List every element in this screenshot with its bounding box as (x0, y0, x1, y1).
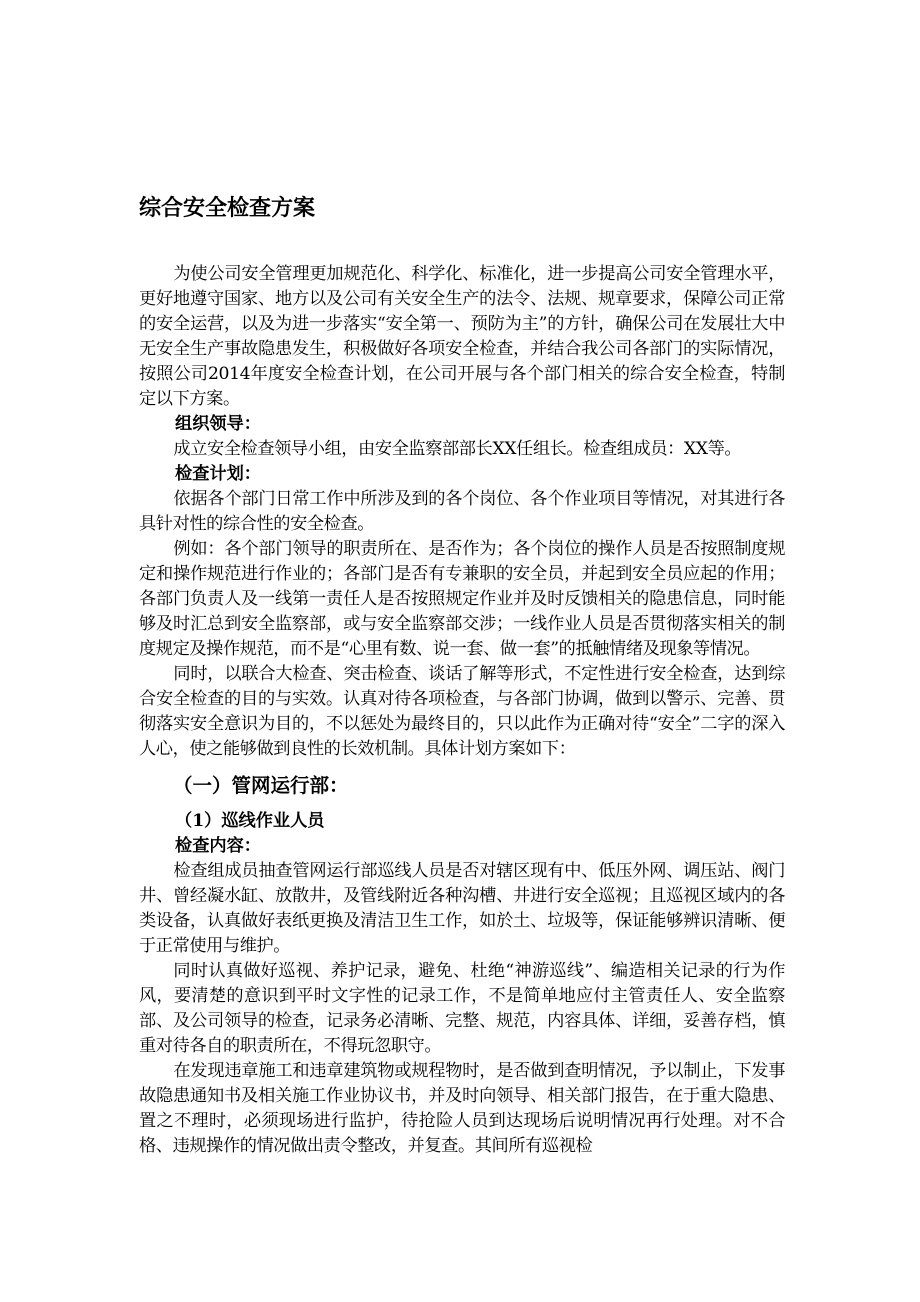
plan-paragraph-2: 例如：各个部门领导的职责所在、是否作为；各个岗位的操作人员是否按照制度规定和操作规范进行作业的；各部门是否有专兼职的安全员，并起到安全员应起的作用；各部门负责人及一线第一责任人是否按照规定作业并及时反馈相关的隐患信息，同时能够及时汇总到安全监察部，或与安全监察部交涉；一线作业人员是否贯彻落实相关的制度规定及操作规范，而不是“心里有数、说一套、做一套”的抵触情绪及现象等情况。 (139, 539, 785, 659)
org-heading: 组织领导： (175, 414, 261, 434)
content-paragraph-3: 在发现违章施工和违章建筑物或规程物时，是否做到查明情况，予以制止，下发事故隐患通知书及相关施工作业协议书，并及时向领导、相关部门报告，在于重大隐患、置之不理时，必须现场进行监护，待抢险人员到达现场后说明情况再行处理。对不合格、违规操作的情况做出责令整改，并复查。其间所有巡视检 (139, 1061, 785, 1156)
org-paragraph: 成立安全检查领导小组，由安全监察部部长XX任组长。检查组成员：XX等。 (173, 439, 742, 459)
plan-heading: 检查计划： (175, 464, 261, 484)
document-body (139, 192, 785, 1159)
section-heading-pipeline: （一）管网运行部： (173, 774, 349, 797)
subsection-heading-patrol: （1）巡线作业人员 (175, 811, 325, 831)
content-heading: 检查内容： (175, 836, 261, 856)
content-paragraph-1: 检查组成员抽查管网运行部巡线人员是否对辖区现有中、低压外网、调压站、阀门井、曾经凝水缸、放散井，及管线附近各种沟槽、井进行安全巡视；且巡视区域内的各类设备，认真做好表纸更换及清洁卫生工作，如於土、垃圾等，保证能够辨识清晰、便于正常使用与维护。 (139, 861, 785, 956)
plan-paragraph-3: 同时，以联合大检查、突击检查、谈话了解等形式，不定性进行安全检查，达到综合安全检查的目的与实效。认真对待各项检查，与各部门协调，做到以警示、完善、贯彻落实安全意识为目的，不以惩处为最终目的，只以此作为正确对待“安全”二字的深入人心，使之能够做到良性的长效机制。具体计划方案如下： (139, 664, 785, 759)
document-title: 综合安全检查方案 (139, 196, 316, 221)
content-paragraph-2: 同时认真做好巡视、养护记录，避免、杜绝“神游巡线”、编造相关记录的行为作风，要清楚的意识到平时文字性的记录工作，不是简单地应付主管责任人、安全监察部、及公司领导的检查，记录务必清晰、完整、规范，内容具体、详细，妥善存档，慎重对待各自的职责所在，不得玩忽职守。 (139, 961, 785, 1056)
plan-paragraph-1: 依据各个部门日常工作中所涉及到的各个岗位、各个作业项目等情况，对其进行各具针对性的综合性的安全检查。 (139, 489, 785, 534)
intro-paragraph: 为使公司安全管理更加规范化、科学化、标准化，进一步提高公司安全管理水平，更好地遵守国家、地方以及公司有关安全生产的法令、法规、规章要求，保障公司正常的安全运营，以及为进一步落实“安全第一、预防为主”的方针，确保公司在发展壮大中无安全生产事故隐患发生，积极做好各项安全检查，并结合我公司各部门的实际情况，按照公司2014年度安全检查计划，在公司开展与各个部门相关的综合安全检查，特制定以下方案。 (139, 264, 785, 409)
